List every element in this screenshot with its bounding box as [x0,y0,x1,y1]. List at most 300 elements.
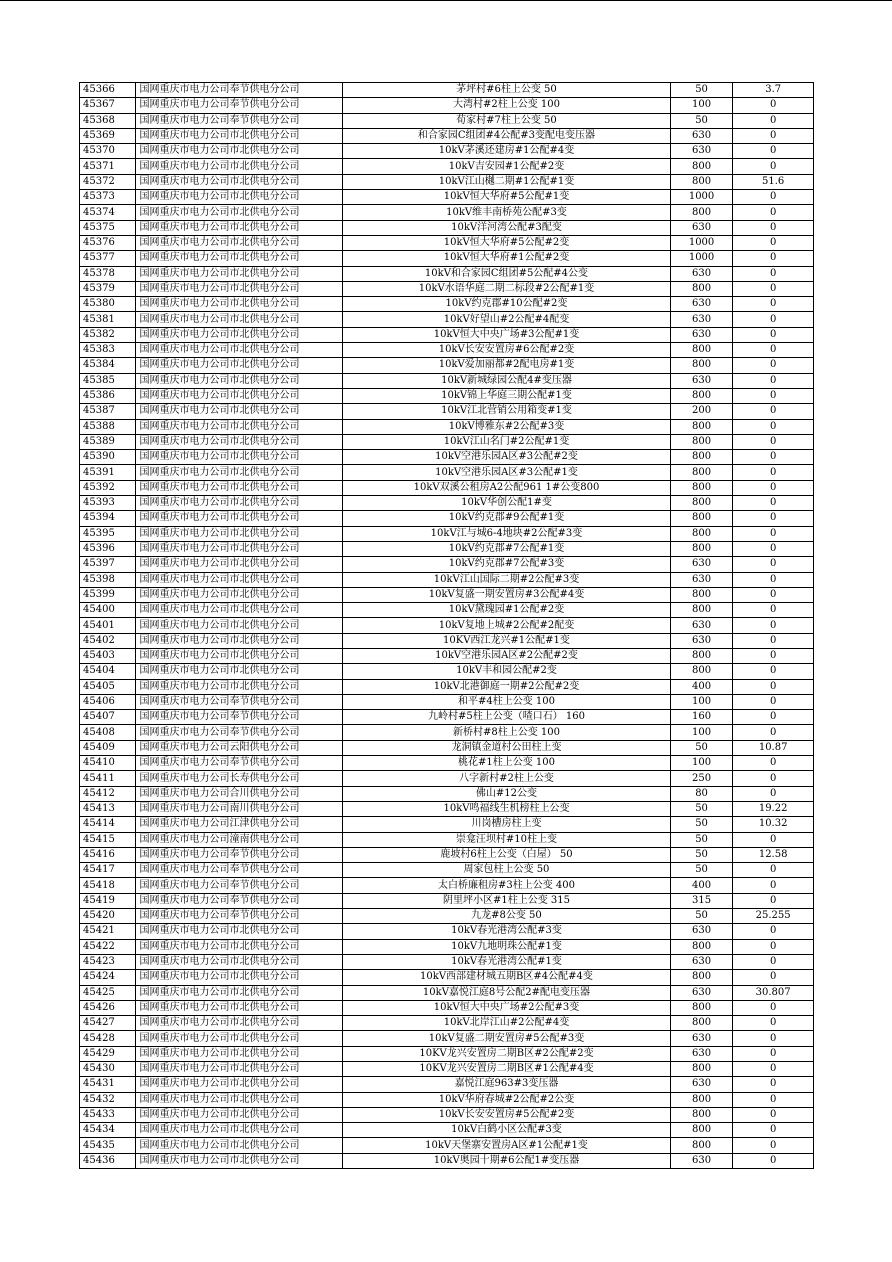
transformer-name-cell: 10kV空港乐园A区#3公配#2变 [343,450,671,465]
table-row [80,893,814,908]
capacity-cell: 100 [670,694,733,709]
capacity-cell: 630 [670,954,733,969]
value-cell: 0 [733,128,814,143]
capacity-cell: 800 [670,205,733,220]
table-row [80,878,814,893]
row-id-cell: 45390 [80,450,136,465]
table-row [80,1077,814,1092]
company-cell: 国网重庆市电力公司市北供电分公司 [136,1000,343,1015]
table-row [80,939,814,954]
transformer-name-cell: 鹿坡村6柱上公变（白屋） 50 [343,847,671,862]
table-row [80,281,814,296]
company-cell: 国网重庆市电力公司市北供电分公司 [136,235,343,250]
value-cell: 0 [733,1000,814,1015]
table-row [80,1123,814,1138]
table-row [80,786,814,801]
company-cell: 国网重庆市电力公司市北供电分公司 [136,664,343,679]
value-cell: 0 [733,190,814,205]
row-id-cell: 45397 [80,557,136,572]
transformer-name-cell: 10kV白鹤小区公配#3变 [343,1123,671,1138]
capacity-cell: 800 [670,1062,733,1077]
row-id-cell: 45389 [80,434,136,449]
row-id-cell: 45393 [80,496,136,511]
company-cell: 国网重庆市电力公司市北供电分公司 [136,190,343,205]
capacity-cell: 800 [670,174,733,189]
value-cell: 0 [733,450,814,465]
company-cell: 国网重庆市电力公司市北供电分公司 [136,603,343,618]
transformer-name-cell: 10kV西部建材城五期B区#4公配#4变 [343,970,671,985]
company-cell: 国网重庆市电力公司市北供电分公司 [136,144,343,159]
row-id-cell: 45374 [80,205,136,220]
transformer-name-cell: 10kV江山国际二期#2公配#3变 [343,572,671,587]
capacity-cell: 50 [670,113,733,128]
row-id-cell: 45382 [80,327,136,342]
table-row [80,633,814,648]
transformer-name-cell: 10kV洋河湾公配#3配变 [343,220,671,235]
transformer-name-cell: 阴里坪小区#1柱上公变 315 [343,893,671,908]
table-row [80,235,814,250]
company-cell: 国网重庆市电力公司市北供电分公司 [136,159,343,174]
row-id-cell: 45435 [80,1138,136,1153]
row-id-cell: 45408 [80,725,136,740]
transformer-name-cell: 八字新村#2柱上公变 [343,771,671,786]
company-cell: 国网重庆市电力公司合川供电分公司 [136,786,343,801]
company-cell: 国网重庆市电力公司市北供电分公司 [136,205,343,220]
company-cell: 国网重庆市电力公司潼南供电分公司 [136,832,343,847]
capacity-cell: 630 [670,1046,733,1061]
transformer-name-cell: 10kV空港乐园A区#2公配#2变 [343,648,671,663]
capacity-cell: 630 [670,985,733,1000]
value-cell: 0 [733,404,814,419]
capacity-cell: 80 [670,786,733,801]
row-id-cell: 45394 [80,511,136,526]
capacity-cell: 630 [670,144,733,159]
capacity-cell: 800 [670,1138,733,1153]
capacity-cell: 315 [670,893,733,908]
capacity-cell: 250 [670,771,733,786]
capacity-cell: 400 [670,878,733,893]
value-cell: 0 [733,496,814,511]
capacity-cell: 630 [670,266,733,281]
transformer-name-cell: 10kV约克郡#9公配#1变 [343,511,671,526]
transformer-name-cell: 嘉悦江庭963#3变压器 [343,1077,671,1092]
capacity-cell: 800 [670,419,733,434]
value-cell: 0 [733,771,814,786]
company-cell: 国网重庆市电力公司奉节供电分公司 [136,847,343,862]
company-cell: 国网重庆市电力公司市北供电分公司 [136,343,343,358]
table-row [80,847,814,862]
transformer-name-cell: 周家包柱上公变 50 [343,863,671,878]
transformer-name-cell: 太白桥廉租房#3柱上公变 400 [343,878,671,893]
value-cell: 0 [733,664,814,679]
table-row [80,98,814,113]
value-cell: 0 [733,572,814,587]
value-cell: 0 [733,205,814,220]
value-cell: 0 [733,863,814,878]
transformer-name-cell: 10KV西江龙兴#1公配#1变 [343,633,671,648]
capacity-cell: 800 [670,1107,733,1122]
capacity-cell: 800 [670,450,733,465]
transformer-name-cell: 10kV北岸江山#2公配#4变 [343,1016,671,1031]
company-cell: 国网重庆市电力公司市北供电分公司 [136,1077,343,1092]
transformer-name-cell: 10kV春光港湾公配#3变 [343,924,671,939]
transformer-name-cell: 10kV鸣福线生机榜柱上公变 [343,801,671,816]
row-id-cell: 45402 [80,633,136,648]
transformer-name-cell: 10kV江山樾二期#1公配#1变 [343,174,671,189]
company-cell: 国网重庆市电力公司市北供电分公司 [136,633,343,648]
row-id-cell: 45392 [80,480,136,495]
row-id-cell: 45383 [80,343,136,358]
table-row [80,1107,814,1122]
company-cell: 国网重庆市电力公司市北供电分公司 [136,404,343,419]
company-cell: 国网重庆市电力公司奉节供电分公司 [136,909,343,924]
value-cell: 0 [733,1077,814,1092]
capacity-cell: 630 [670,297,733,312]
row-id-cell: 45414 [80,817,136,832]
row-id-cell: 45417 [80,863,136,878]
company-cell: 国网重庆市电力公司奉节供电分公司 [136,863,343,878]
table-row [80,1046,814,1061]
value-cell: 0 [733,358,814,373]
table-row [80,404,814,419]
company-cell: 国网重庆市电力公司市北供电分公司 [136,587,343,602]
table-row [80,541,814,556]
row-id-cell: 45407 [80,710,136,725]
capacity-cell: 800 [670,541,733,556]
capacity-cell: 800 [670,1016,733,1031]
transformer-name-cell: 10kV江山名门#2公配#1变 [343,434,671,449]
transformer-name-cell: 荀家村#7柱上公变 50 [343,113,671,128]
value-cell: 0 [733,1092,814,1107]
value-cell: 0 [733,633,814,648]
row-id-cell: 45378 [80,266,136,281]
row-id-cell: 45430 [80,1062,136,1077]
value-cell: 0 [733,893,814,908]
row-id-cell: 45368 [80,113,136,128]
capacity-cell: 50 [670,847,733,862]
company-cell: 国网重庆市电力公司奉节供电分公司 [136,878,343,893]
value-cell: 0 [733,786,814,801]
row-id-cell: 45398 [80,572,136,587]
capacity-cell: 800 [670,970,733,985]
value-cell: 0 [733,327,814,342]
capacity-cell: 50 [670,801,733,816]
transformer-name-cell: 10kV复盛二期安置房#5公配#3变 [343,1031,671,1046]
transformer-name-cell: 10kV黛瑰园#1公配#2变 [343,603,671,618]
row-id-cell: 45381 [80,312,136,327]
row-id-cell: 45395 [80,526,136,541]
table-row [80,144,814,159]
company-cell: 国网重庆市电力公司市北供电分公司 [136,450,343,465]
transformer-name-cell: 10kV双溪公租房A2公配961 1#公变800 [343,480,671,495]
capacity-cell: 800 [670,587,733,602]
value-cell: 0 [733,939,814,954]
row-id-cell: 45412 [80,786,136,801]
capacity-cell: 800 [670,358,733,373]
value-cell: 0 [733,1153,814,1168]
value-cell: 10.87 [733,740,814,755]
capacity-cell: 100 [670,725,733,740]
row-id-cell: 45434 [80,1123,136,1138]
row-id-cell: 45401 [80,618,136,633]
transformer-name-cell: 10kV恒大华府#5公配#2变 [343,235,671,250]
company-cell: 国网重庆市电力公司市北供电分公司 [136,557,343,572]
company-cell: 国网重庆市电力公司奉节供电分公司 [136,694,343,709]
capacity-cell: 50 [670,909,733,924]
transformer-name-cell: 10kV约克郡#7公配#3变 [343,557,671,572]
value-cell: 0 [733,419,814,434]
company-cell: 国网重庆市电力公司市北供电分公司 [136,174,343,189]
capacity-cell: 800 [670,939,733,954]
table-row [80,694,814,709]
row-id-cell: 45387 [80,404,136,419]
capacity-cell: 800 [670,388,733,403]
value-cell: 0 [733,725,814,740]
transformer-name-cell: 茅坪村#6柱上公变 50 [343,83,671,98]
company-cell: 国网重庆市电力公司市北供电分公司 [136,419,343,434]
transformer-name-cell: 10kV奥园十期#6公配1#变压器 [343,1153,671,1168]
company-cell: 国网重庆市电力公司市北供电分公司 [136,434,343,449]
company-cell: 国网重庆市电力公司市北供电分公司 [136,220,343,235]
value-cell: 0 [733,266,814,281]
company-cell: 国网重庆市电力公司市北供电分公司 [136,618,343,633]
company-cell: 国网重庆市电力公司长寿供电分公司 [136,771,343,786]
table-row [80,985,814,1000]
row-id-cell: 45376 [80,235,136,250]
value-cell: 0 [733,1046,814,1061]
value-cell: 0 [733,98,814,113]
table-row [80,251,814,266]
table-row [80,373,814,388]
value-cell: 0 [733,557,814,572]
value-cell: 0 [733,251,814,266]
capacity-cell: 800 [670,603,733,618]
capacity-cell: 630 [670,924,733,939]
table-row [80,343,814,358]
row-id-cell: 45399 [80,587,136,602]
capacity-cell: 630 [670,128,733,143]
table-row [80,297,814,312]
company-cell: 国网重庆市电力公司江津供电分公司 [136,817,343,832]
capacity-cell: 630 [670,618,733,633]
transformer-name-cell: 10kV新城绿园公配4#变压器 [343,373,671,388]
company-cell: 国网重庆市电力公司市北供电分公司 [136,954,343,969]
transformer-name-cell: 10kV和合家园C组团#5公配#4公变 [343,266,671,281]
company-cell: 国网重庆市电力公司市北供电分公司 [136,1123,343,1138]
table-row [80,924,814,939]
transformer-name-cell: 10kV九地明珠公配#1变 [343,939,671,954]
capacity-cell: 800 [670,159,733,174]
value-cell: 0 [733,878,814,893]
row-id-cell: 45426 [80,1000,136,1015]
value-cell: 0 [733,1107,814,1122]
table-row [80,159,814,174]
row-id-cell: 45429 [80,1046,136,1061]
capacity-cell: 630 [670,1153,733,1168]
company-cell: 国网重庆市电力公司市北供电分公司 [136,312,343,327]
table-row [80,863,814,878]
transformer-name-cell: 10kV博雅东#2公配#3变 [343,419,671,434]
table-row [80,312,814,327]
value-cell: 25.255 [733,909,814,924]
value-cell: 0 [733,373,814,388]
row-id-cell: 45423 [80,954,136,969]
company-cell: 国网重庆市电力公司市北供电分公司 [136,1107,343,1122]
table-row [80,725,814,740]
value-cell: 0 [733,159,814,174]
transformer-name-cell: 桃花#1柱上公变 100 [343,756,671,771]
capacity-cell: 50 [670,817,733,832]
table-row [80,266,814,281]
value-cell: 0 [733,587,814,602]
capacity-cell: 160 [670,710,733,725]
transformer-name-cell: 和平#4柱上公变 100 [343,694,671,709]
capacity-cell: 800 [670,480,733,495]
transformer-name-cell: 10kV华创公配1#变 [343,496,671,511]
company-cell: 国网重庆市电力公司奉节供电分公司 [136,893,343,908]
value-cell: 0 [733,694,814,709]
transformer-name-cell: 10kV吉安园#1公配#2变 [343,159,671,174]
row-id-cell: 45377 [80,251,136,266]
company-cell: 国网重庆市电力公司市北供电分公司 [136,939,343,954]
transformer-name-cell: 10KV龙兴安置房二期B区#2公配#2变 [343,1046,671,1061]
capacity-cell: 800 [670,526,733,541]
value-cell: 0 [733,679,814,694]
capacity-cell: 800 [670,1092,733,1107]
row-id-cell: 45424 [80,970,136,985]
capacity-cell: 630 [670,220,733,235]
company-cell: 国网重庆市电力公司市北供电分公司 [136,970,343,985]
value-cell: 10.32 [733,817,814,832]
table-row [80,970,814,985]
company-cell: 国网重庆市电力公司市北供电分公司 [136,128,343,143]
table-row [80,83,814,98]
row-id-cell: 45385 [80,373,136,388]
company-cell: 国网重庆市电力公司奉节供电分公司 [136,83,343,98]
transformer-name-cell: 九龙#8公变 50 [343,909,671,924]
transformer-name-cell: 10kV锦上华庭三期公配#1变 [343,388,671,403]
company-cell: 国网重庆市电力公司市北供电分公司 [136,1138,343,1153]
table-row [80,1031,814,1046]
table-row [80,817,814,832]
company-cell: 国网重庆市电力公司市北供电分公司 [136,251,343,266]
value-cell: 0 [733,1016,814,1031]
row-id-cell: 45427 [80,1016,136,1031]
table-row [80,648,814,663]
table-row [80,526,814,541]
row-id-cell: 45405 [80,679,136,694]
company-cell: 国网重庆市电力公司市北供电分公司 [136,281,343,296]
value-cell: 0 [733,235,814,250]
company-cell: 国网重庆市电力公司市北供电分公司 [136,985,343,1000]
row-id-cell: 45400 [80,603,136,618]
company-cell: 国网重庆市电力公司市北供电分公司 [136,373,343,388]
table-row [80,832,814,847]
value-cell: 0 [733,526,814,541]
value-cell: 0 [733,1062,814,1077]
row-id-cell: 45411 [80,771,136,786]
value-cell: 0 [733,603,814,618]
company-cell: 国网重庆市电力公司市北供电分公司 [136,480,343,495]
company-cell: 国网重庆市电力公司市北供电分公司 [136,924,343,939]
transformer-name-cell: 10kV维丰南桥苑公配#3变 [343,205,671,220]
transformer-name-cell: 10kV长安安置房#5公配#2变 [343,1107,671,1122]
table-row [80,1062,814,1077]
row-id-cell: 45388 [80,419,136,434]
transformer-name-cell: 10KV龙兴安置房二期B区#1公配#4变 [343,1062,671,1077]
transformer-name-cell: 10kV北港御庭一期#2公配#2变 [343,679,671,694]
row-id-cell: 45371 [80,159,136,174]
table-row [80,557,814,572]
transformer-name-cell: 10kV恒大华府#1公配#2变 [343,251,671,266]
row-id-cell: 45370 [80,144,136,159]
table-row [80,480,814,495]
transformer-name-cell: 10kV茅溪还建房#1公配#4变 [343,144,671,159]
row-id-cell: 45366 [80,83,136,98]
value-cell: 0 [733,113,814,128]
capacity-cell: 100 [670,756,733,771]
row-id-cell: 45425 [80,985,136,1000]
company-cell: 国网重庆市电力公司市北供电分公司 [136,327,343,342]
table-row [80,909,814,924]
table-row [80,496,814,511]
capacity-cell: 800 [670,281,733,296]
value-cell: 0 [733,648,814,663]
capacity-cell: 630 [670,327,733,342]
table-row [80,801,814,816]
transformer-name-cell: 和合家园C组团#4公配#3变配电变压器 [343,128,671,143]
value-cell: 19.22 [733,801,814,816]
table-row [80,603,814,618]
transformer-name-cell: 10kV江与城6-4地块#2公配#3变 [343,526,671,541]
row-id-cell: 45372 [80,174,136,189]
capacity-cell: 630 [670,557,733,572]
transformer-name-cell: 九岭村#5柱上公变（喳口石） 160 [343,710,671,725]
transformer-name-cell: 10kV爱加丽都#2配电房#1变 [343,358,671,373]
capacity-cell: 800 [670,648,733,663]
transformer-name-cell: 龙洞镇金道村公田柱上变 [343,740,671,755]
transformer-name-cell: 10kV恒大华府#5公配#1变 [343,190,671,205]
transformer-name-cell: 10kV春光港湾公配#1变 [343,954,671,969]
transformer-name-cell: 10kV恒大中央广场#2公配#3变 [343,1000,671,1015]
transformer-name-cell: 10kV复盛一期安置房#3公配#4变 [343,587,671,602]
capacity-cell: 630 [670,1031,733,1046]
capacity-cell: 800 [670,343,733,358]
row-id-cell: 45404 [80,664,136,679]
value-cell: 0 [733,312,814,327]
table-row [80,190,814,205]
table-row [80,128,814,143]
transformer-name-cell: 佛山#12公变 [343,786,671,801]
row-id-cell: 45396 [80,541,136,556]
value-cell: 0 [733,144,814,159]
value-cell: 3.7 [733,83,814,98]
capacity-cell: 800 [670,465,733,480]
value-cell: 0 [733,924,814,939]
table-row [80,434,814,449]
table-row [80,1016,814,1031]
company-cell: 国网重庆市电力公司市北供电分公司 [136,1062,343,1077]
company-cell: 国网重庆市电力公司市北供电分公司 [136,648,343,663]
row-id-cell: 45419 [80,893,136,908]
value-cell: 0 [733,480,814,495]
capacity-cell: 100 [670,98,733,113]
company-cell: 国网重庆市电力公司市北供电分公司 [136,541,343,556]
company-cell: 国网重庆市电力公司市北供电分公司 [136,465,343,480]
company-cell: 国网重庆市电力公司市北供电分公司 [136,297,343,312]
row-id-cell: 45409 [80,740,136,755]
table-row [80,358,814,373]
